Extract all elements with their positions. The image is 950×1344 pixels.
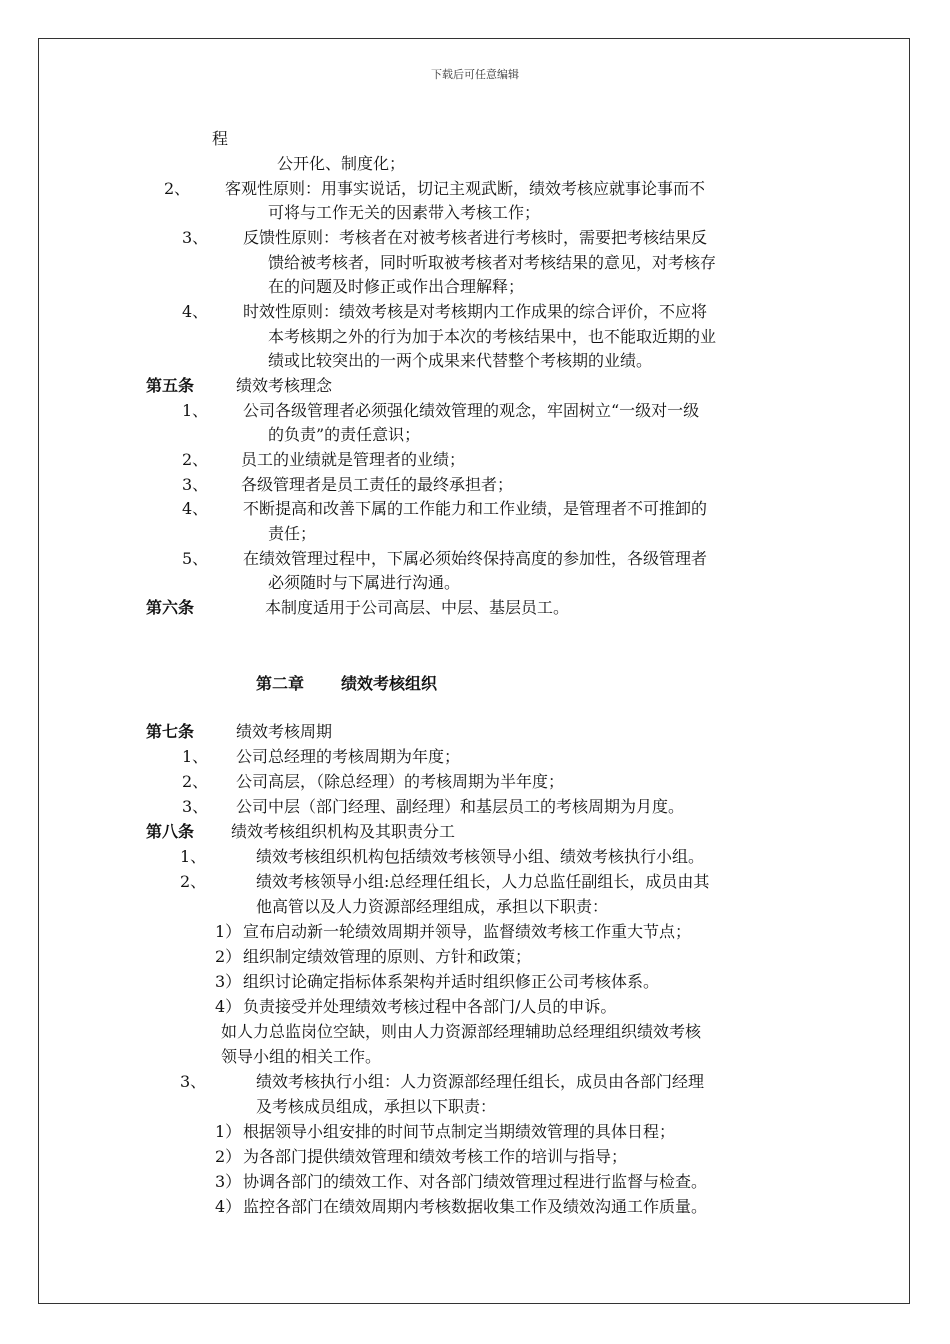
chapter-title: 绩效考核组织 [341, 674, 438, 693]
text-line: 本考核期之外的行为加于本次的考核结果中，也不能取近期的业 [268, 327, 717, 346]
text-line: 责任； [268, 524, 317, 543]
item-number: 4） [215, 1197, 242, 1216]
text-line: 公司中层（部门经理、副经理）和基层员工的考核周期为月度。 [236, 797, 685, 816]
text-line: 协调各部门的绩效工作、对各部门绩效管理过程进行监督与检查。 [243, 1172, 708, 1191]
text-line: 绩效考核领导小组:总经理任组长，人力总监任副组长，成员由其 [256, 872, 710, 891]
item-number: 1） [215, 1122, 242, 1141]
item-number: 1） [215, 922, 242, 941]
text-line: 组织讨论确定指标体系架构并适时组织修正公司考核体系。 [243, 972, 660, 991]
chapter-label: 第二章 [256, 674, 305, 693]
text-line: 在绩效管理过程中，下属必须始终保持高度的参加性，各级管理者 [243, 549, 708, 568]
text-line: 各级管理者是员工责任的最终承担者； [241, 475, 514, 494]
article-label: 第六条 [146, 598, 195, 617]
item-number: 5、 [182, 549, 209, 568]
article-label: 第七条 [146, 722, 195, 741]
text-line: 绩效考核理念 [236, 376, 333, 395]
text-line: 监控各部门在绩效周期内考核数据收集工作及绩效沟通工作质量。 [243, 1197, 708, 1216]
text-line: 绩效考核执行小组：人力资源部经理任组长，成员由各部门经理 [256, 1072, 705, 1091]
item-number: 1、 [182, 401, 209, 420]
item-number: 3） [215, 972, 242, 991]
text-line: 馈给被考核者，同时听取被考核者对考核结果的意见，对考核存 [268, 253, 717, 272]
text-line: 宣布启动新一轮绩效周期并领导，监督绩效考核工作重大节点； [243, 922, 692, 941]
item-number: 4、 [182, 302, 209, 321]
text-line: 绩效考核组织机构及其职责分工 [231, 822, 456, 841]
item-number: 2、 [182, 772, 209, 791]
text-line: 及考核成员组成，承担以下职责： [256, 1097, 497, 1116]
item-number: 3） [215, 1172, 242, 1191]
item-number: 2、 [182, 450, 209, 469]
text-line: 不断提高和改善下属的工作能力和工作业绩，是管理者不可推卸的 [243, 499, 708, 518]
text-line: 可将与工作无关的因素带入考核工作； [268, 203, 541, 222]
text-line: 员工的业绩就是管理者的业绩； [241, 450, 466, 469]
item-number: 2） [215, 947, 242, 966]
item-number: 2、 [180, 872, 207, 891]
text-line: 在的问题及时修正或作出合理解释； [268, 277, 525, 296]
text-line: 反馈性原则：考核者在对被考核者进行考核时，需要把考核结果反 [243, 228, 708, 247]
item-number: 3、 [182, 797, 209, 816]
item-number: 1、 [180, 847, 207, 866]
item-number: 2、 [164, 179, 191, 198]
item-number: 3、 [180, 1072, 207, 1091]
text-line: 程 [212, 129, 229, 148]
item-number: 3、 [182, 228, 209, 247]
text-line: 他高管以及人力资源部经理组成，承担以下职责： [256, 897, 609, 916]
text-line: 如人力总监岗位空缺，则由人力资源部经理辅助总经理组织绩效考核 [221, 1022, 702, 1041]
text-line: 必须随时与下属进行沟通。 [268, 573, 461, 592]
text-line: 组织制定绩效管理的原则、方针和政策； [243, 947, 532, 966]
text-line: 公司高层，（除总经理）的考核周期为半年度； [236, 772, 565, 791]
text-line: 领导小组的相关工作。 [221, 1047, 382, 1066]
article-label: 第八条 [146, 822, 195, 841]
item-number: 4、 [182, 499, 209, 518]
page-header: 下载后可任意编辑 [431, 68, 519, 81]
text-line: 绩效考核组织机构包括绩效考核领导小组、绩效考核执行小组。 [256, 847, 705, 866]
item-number: 1、 [182, 747, 209, 766]
text-line: 根据领导小组安排的时间节点制定当期绩效管理的具体日程； [243, 1122, 676, 1141]
text-line: 时效性原则：绩效考核是对考核期内工作成果的综合评价，不应将 [243, 302, 708, 321]
text-line: 本制度适用于公司高层、中层、基层员工。 [265, 598, 570, 617]
article-label: 第五条 [146, 376, 195, 395]
text-line: 客观性原则：用事实说话，切记主观武断，绩效考核应就事论事而不 [225, 179, 706, 198]
text-line: 公司各级管理者必须强化绩效管理的观念，牢固树立“一级对一级 [243, 401, 700, 420]
text-line: 的负责”的责任意识； [268, 425, 421, 444]
text-line: 公司总经理的考核周期为年度； [236, 747, 461, 766]
text-line: 绩效考核周期 [236, 722, 333, 741]
item-number: 3、 [182, 475, 209, 494]
item-number: 2） [215, 1147, 242, 1166]
text-line: 公开化、制度化； [277, 154, 406, 173]
text-line: 为各部门提供绩效管理和绩效考核工作的培训与指导； [243, 1147, 628, 1166]
item-number: 4） [215, 997, 242, 1016]
text-line: 绩或比较突出的一两个成果来代替整个考核期的业绩。 [268, 351, 653, 370]
text-line: 负责接受并处理绩效考核过程中各部门/人员的申诉。 [243, 997, 617, 1016]
